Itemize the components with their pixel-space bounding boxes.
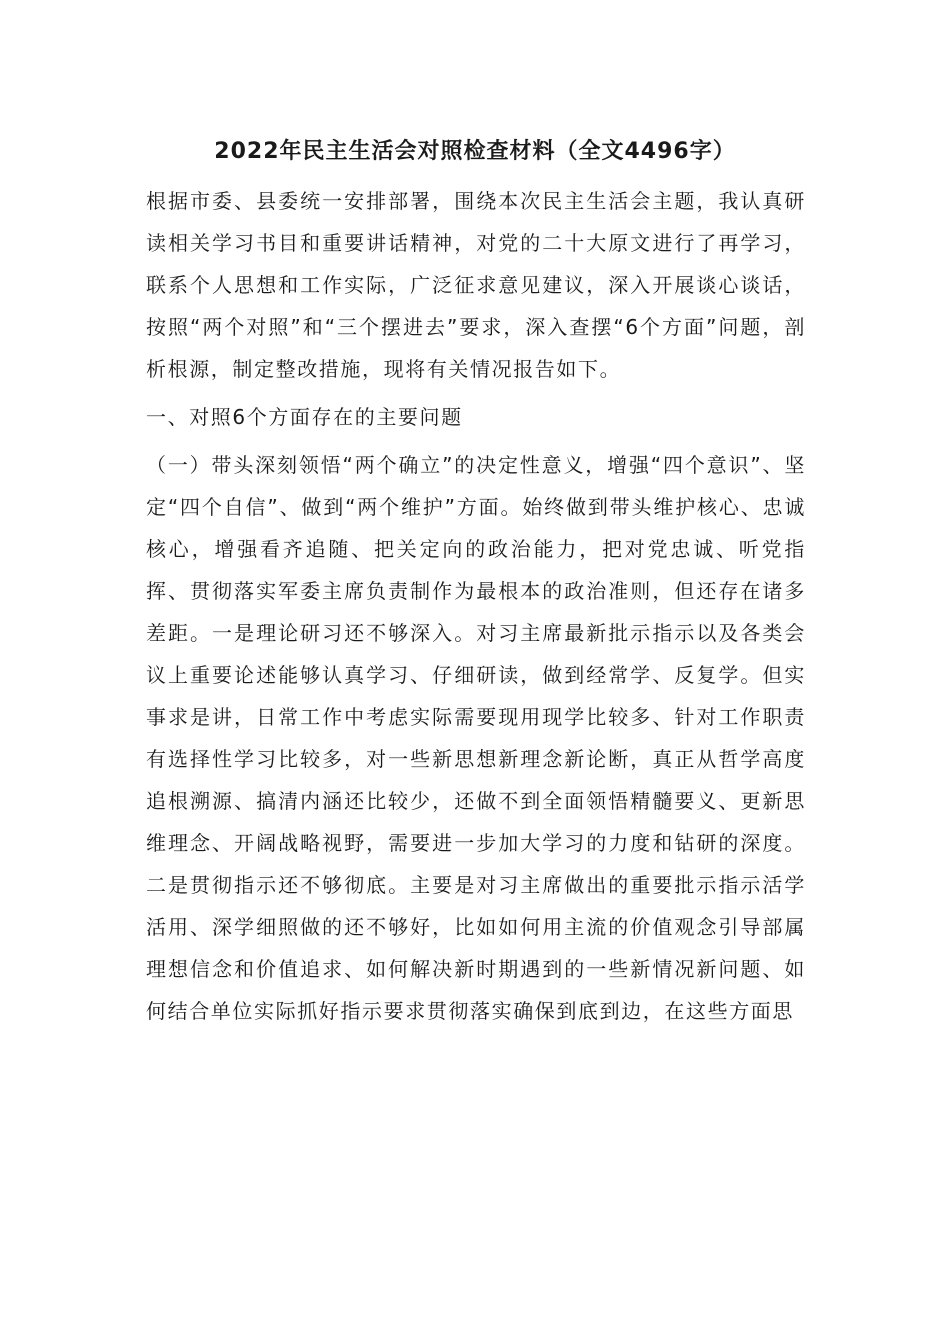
section-paragraph: （一）带头深刻领悟“两个确立”的决定性意义，增强“四个意识”、坚定“四个自信”、做到“两个维护”方面。始终做到带头维护核心、忠诚核心，增强看齐追随、把关定向的政治能力，把对党忠诚、听党指挥、贯彻落实军委主席负责制作为最根本的政治准则，但还存在诸多差距。一是理论研习还不够深入。对习主席最新批示指示以及各类会议上重要论述能够认真学习、仔细研读，做到经常学、反复学。但实事求是讲，日常工作中考虑实际需要现用现学比较多、针对工作职责有选择性学习比较多，对一些新思想新理念新论断，真正从哲学高度追根溯源、搞清内涵还比较少，还做不到全面领悟精髓要义、更新思维理念、开阔战略视野，需要进一步加大学习的力度和钻研的深度。二是贯彻指示还不够彻底。主要是对习主席做出的重要批示指示活学活用、深学细照做的还不够好，比如如何用主流的价值观念引导部属理想信念和价值追求、如何解决新时期遇到的一些新情况新问题、如何结合单位实际抓好指示要求贯彻落实确保到底到边，在这些方面思 [146, 453, 806, 1023]
document-title: 2022年民主生活会对照检查材料（全文4496字） [214, 139, 736, 164]
section-heading: 一、对照6个方面存在的主要问题 [146, 405, 463, 429]
document-body [146, 180, 806, 1032]
intro-paragraph: 根据市委、县委统一安排部署，围绕本次民主生活会主题，我认真研读相关学习书目和重要讲话精神，对党的二十大原文进行了再学习，联系个人思想和工作实际，广泛征求意见建议，深入开展谈心谈话，按照“两个对照”和“三个摆进去”要求，深入查摆“6个方面”问题，剖析根源，制定整改措施，现将有关情况报告如下。 [146, 189, 806, 381]
